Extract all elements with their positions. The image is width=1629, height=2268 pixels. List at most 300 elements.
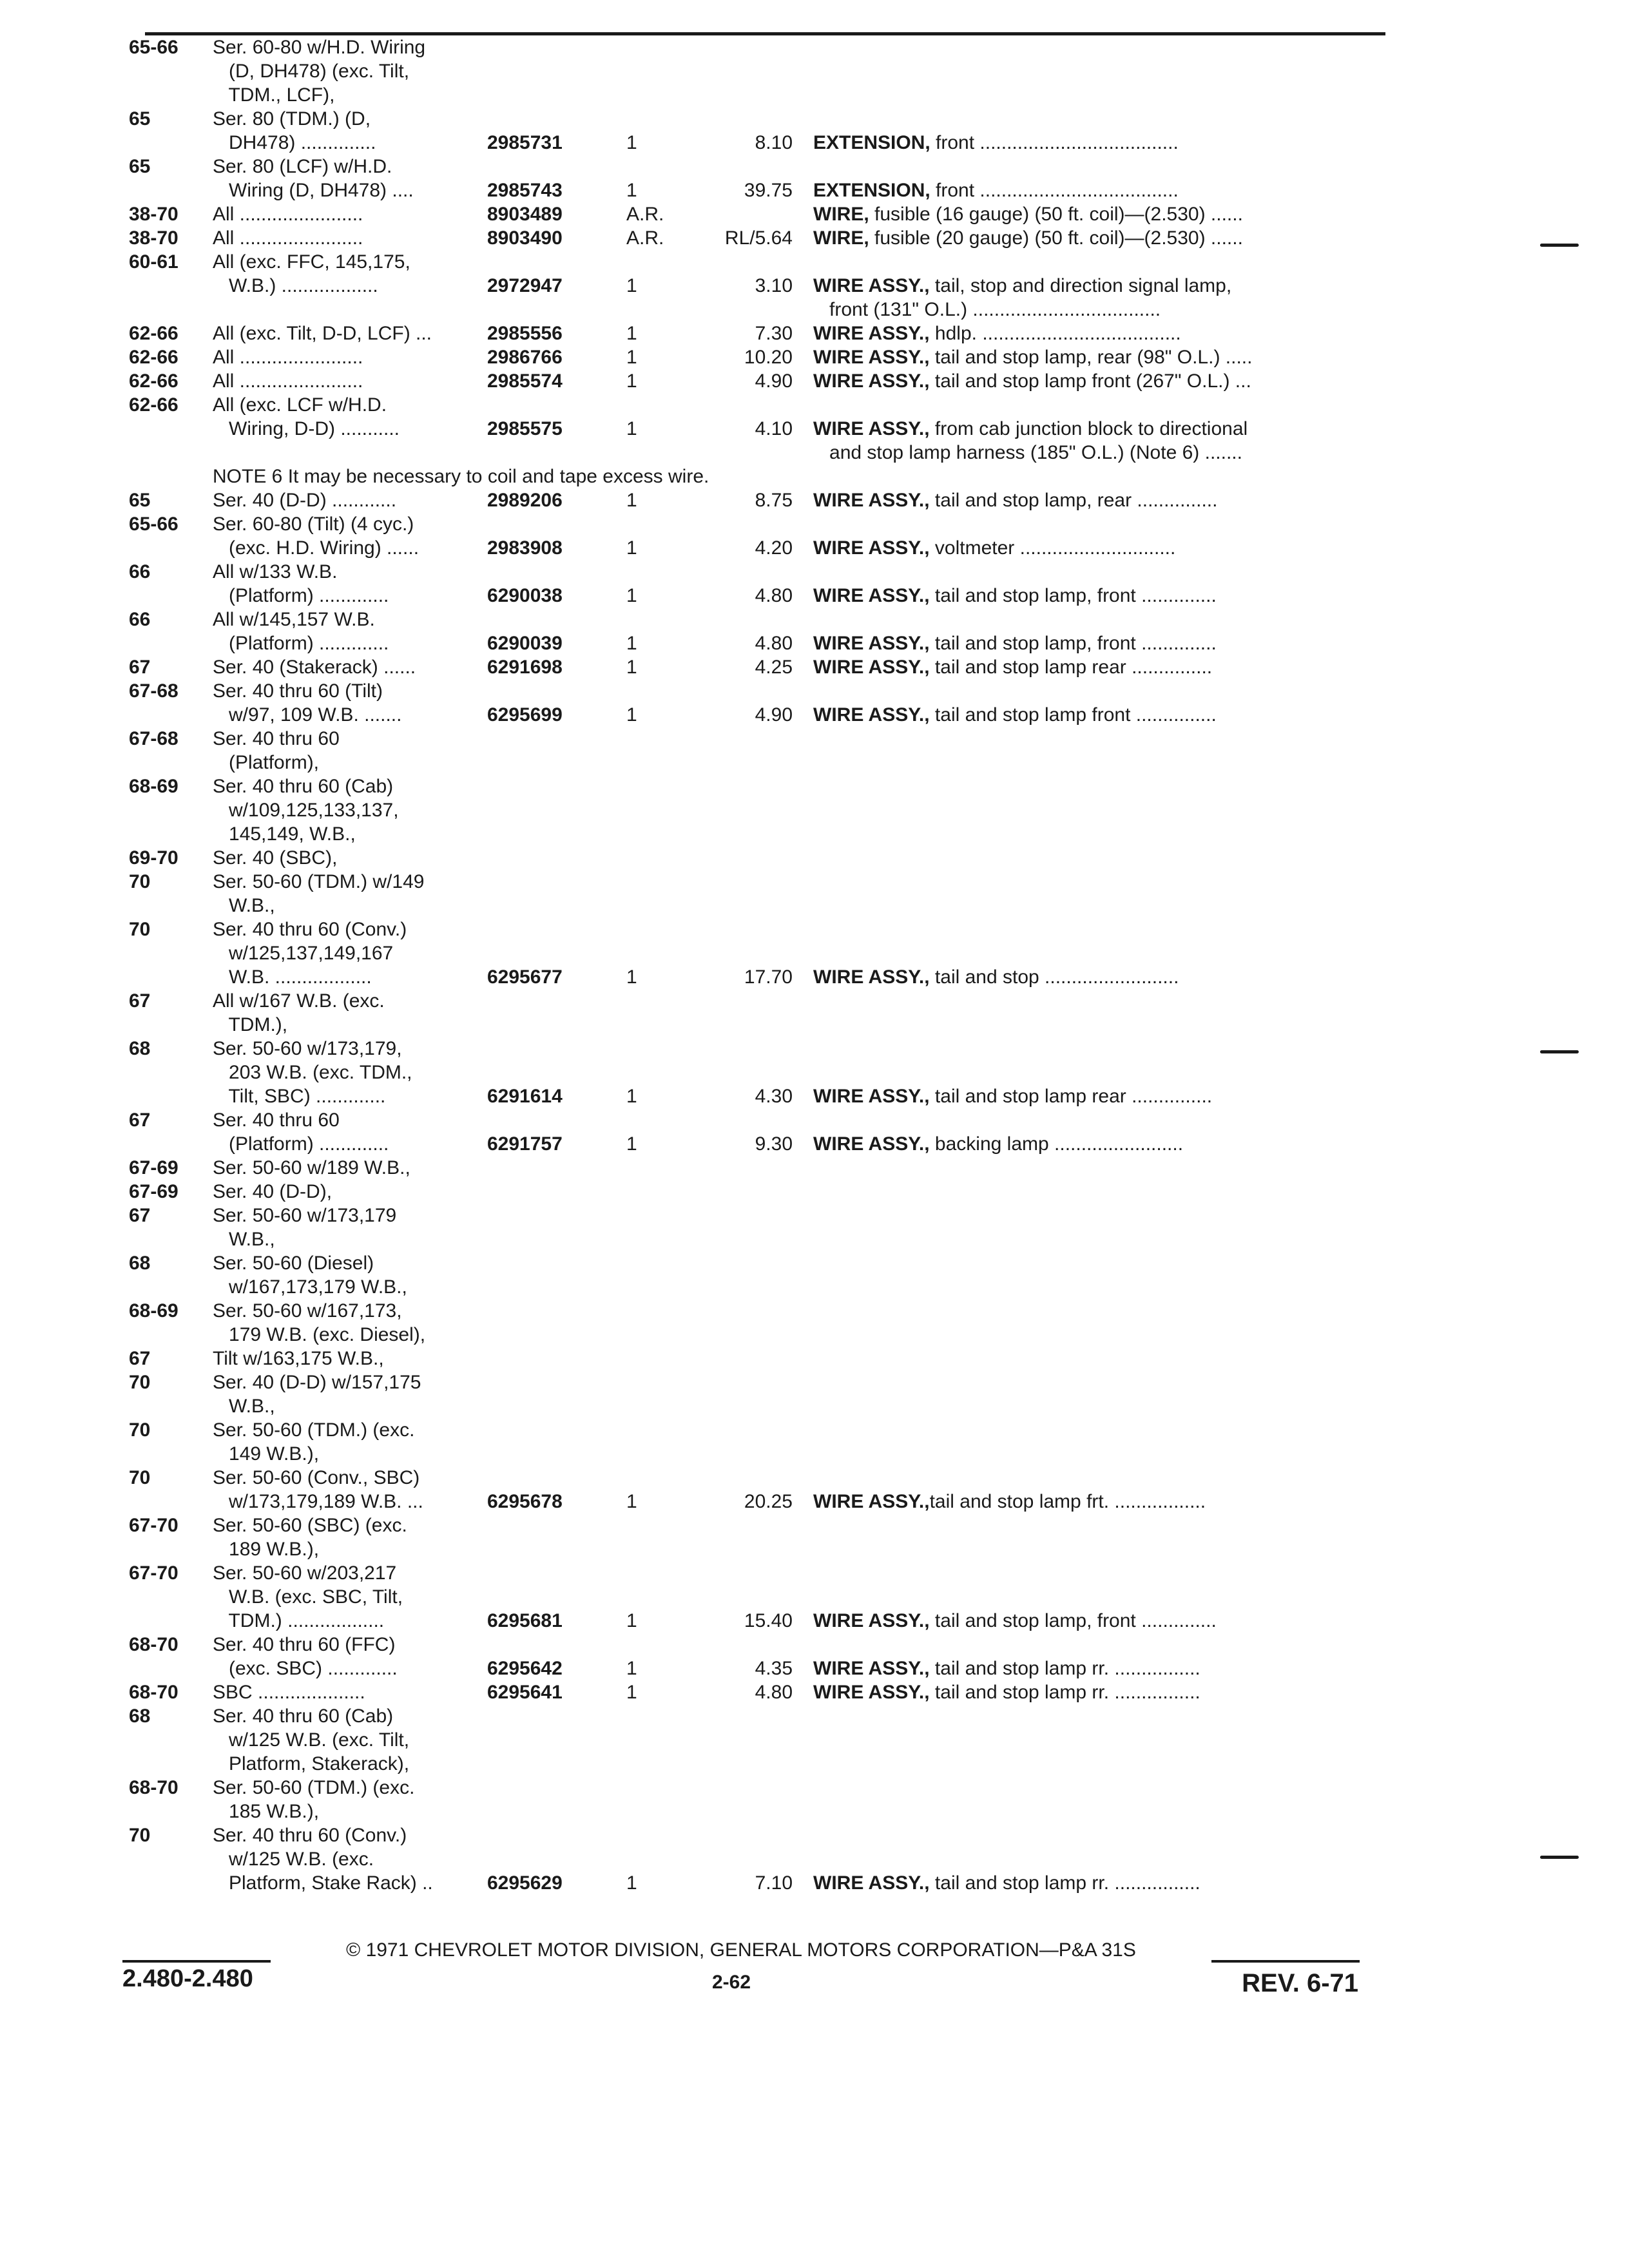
- model-year: 67: [129, 990, 151, 1012]
- table-row: [0, 751, 1629, 774]
- part-name: WIRE ASSY.,: [813, 537, 930, 559]
- price: RL/5.64: [724, 227, 793, 249]
- table-row: [0, 1537, 1629, 1561]
- part-detail: hdlp. .....................................: [929, 323, 1181, 344]
- application: (Platform) .............: [213, 1133, 389, 1155]
- part-name: WIRE ASSY.,: [813, 490, 930, 511]
- part-name: WIRE ASSY.,: [813, 1086, 930, 1107]
- model-year: 62-66: [129, 394, 178, 416]
- model-year: 62-66: [129, 323, 178, 344]
- application: w/125 W.B. (exc.: [213, 1849, 374, 1870]
- model-year: 67: [129, 657, 151, 678]
- model-year: 70: [129, 1419, 151, 1441]
- model-year: 68-70: [129, 1682, 178, 1703]
- table-row: [0, 488, 1629, 512]
- model-year: 67: [129, 1110, 151, 1131]
- model-year: 70: [129, 1372, 151, 1393]
- table-row: [0, 83, 1629, 107]
- quantity: 1: [626, 418, 637, 439]
- price: 4.20: [755, 537, 793, 559]
- part-description: [813, 345, 1252, 369]
- price: 17.70: [744, 966, 793, 988]
- model-year: 67: [129, 1348, 151, 1369]
- application: Ser. 40 thru 60 (Cab): [213, 776, 394, 797]
- table-row: [0, 918, 1629, 941]
- part-detail: front .....................................: [930, 180, 1179, 201]
- table-row: [0, 536, 1629, 560]
- table-row: [0, 1251, 1629, 1275]
- part-detail: tail and stop lamp frt. .................: [929, 1491, 1206, 1512]
- table-row: [0, 1084, 1629, 1108]
- table-row: [0, 631, 1629, 655]
- application: Platform, Stakerack),: [213, 1753, 410, 1774]
- table-row: [0, 178, 1629, 202]
- model-year: 70: [129, 871, 151, 892]
- application: All .......................: [213, 227, 363, 249]
- part-number: 6295699: [487, 704, 563, 726]
- application: SBC ....................: [213, 1682, 365, 1703]
- application: Ser. 40 thru 60 (Conv.): [213, 919, 407, 940]
- part-detail: tail and stop lamp front ...............: [929, 704, 1217, 726]
- table-row: [0, 441, 1629, 465]
- part-number: 2989206: [487, 490, 563, 511]
- part-detail: fusible (20 gauge) (50 ft. coil)—(2.530) ......: [869, 227, 1243, 249]
- model-year: 66: [129, 561, 151, 582]
- model-year: 68-69: [129, 1300, 178, 1321]
- price: 4.80: [755, 1682, 793, 1703]
- table-row: [0, 1609, 1629, 1633]
- part-description: [813, 965, 1179, 989]
- part-description: [813, 536, 1175, 560]
- quantity: 1: [626, 704, 637, 726]
- application: All .......................: [213, 370, 363, 392]
- table-row: [0, 989, 1629, 1013]
- table-row: [0, 298, 1629, 322]
- table-row: [0, 322, 1629, 345]
- part-detail: tail, stop and direction signal lamp,: [929, 275, 1232, 296]
- application: W.B.,: [213, 895, 275, 916]
- table-row: [0, 1013, 1629, 1037]
- table-row: [0, 608, 1629, 631]
- part-name: EXTENSION,: [813, 132, 930, 153]
- part-name: WIRE ASSY.,: [813, 1658, 930, 1679]
- table-row: [0, 226, 1629, 250]
- table-row: [0, 1227, 1629, 1251]
- table-row: [0, 679, 1629, 703]
- application: W.B. ..................: [213, 966, 372, 988]
- part-name: WIRE ASSY.,: [813, 633, 930, 654]
- table-row: [0, 822, 1629, 846]
- part-detail: tail and stop lamp rr. ................: [929, 1658, 1200, 1679]
- part-name: WIRE ASSY.,: [813, 347, 930, 368]
- table-row: [0, 1275, 1629, 1299]
- application: Ser. 40 (D-D) ............: [213, 490, 397, 511]
- part-description: [813, 1132, 1183, 1156]
- table-row: [0, 798, 1629, 822]
- table-row: [0, 1847, 1629, 1871]
- part-number: 2985556: [487, 323, 563, 344]
- part-name: WIRE ASSY.,: [813, 1872, 930, 1894]
- table-row: [0, 1704, 1629, 1728]
- application: All .......................: [213, 347, 363, 368]
- part-number: 6295677: [487, 966, 563, 988]
- quantity: 1: [626, 585, 637, 606]
- quantity: 1: [626, 370, 637, 392]
- table-row: [0, 1823, 1629, 1847]
- model-year: 67-68: [129, 680, 178, 702]
- part-detail: tail and stop lamp, front ..............: [929, 633, 1217, 654]
- part-name: WIRE ASSY.,: [813, 1682, 930, 1703]
- part-detail: tail and stop lamp, front ..............: [929, 1610, 1217, 1631]
- application: Ser. 50-60 w/189 W.B.,: [213, 1157, 410, 1178]
- part-name: WIRE ASSY.,: [813, 657, 930, 678]
- footer-rule-right: [1211, 1960, 1360, 1963]
- part-name: WIRE,: [813, 227, 869, 249]
- model-year: 65-66: [129, 37, 178, 58]
- table-row: [0, 274, 1629, 298]
- quantity: 1: [626, 537, 637, 559]
- application: Ser. 50-60 (TDM.) w/149: [213, 871, 425, 892]
- table-row: [0, 345, 1629, 369]
- price: 4.35: [755, 1658, 793, 1679]
- part-number: 6295629: [487, 1872, 563, 1894]
- part-number: 2983908: [487, 537, 563, 559]
- model-year: 68: [129, 1253, 151, 1274]
- part-description: [813, 322, 1181, 345]
- table-row: [0, 1037, 1629, 1061]
- table-row: [0, 1108, 1629, 1132]
- footer-revision: REV. 6-71: [1242, 1969, 1358, 1997]
- part-number: 2985743: [487, 180, 563, 201]
- table-row: [0, 131, 1629, 155]
- model-year: 70: [129, 1467, 151, 1488]
- margin-tick-mark: [1540, 244, 1579, 247]
- application: Wiring, D-D) ...........: [213, 418, 400, 439]
- application: DH478) ..............: [213, 132, 376, 153]
- part-name: WIRE ASSY.,: [813, 966, 930, 988]
- note-text: NOTE 6 It may be necessary to coil and tape excess wire.: [213, 466, 709, 487]
- model-year: 65: [129, 156, 151, 177]
- application: Ser. 60-80 w/H.D. Wiring: [213, 37, 426, 58]
- application: Ser. 40 thru 60: [213, 728, 340, 749]
- table-row: [0, 1442, 1629, 1466]
- part-description: [813, 1609, 1217, 1633]
- table-row: [0, 1156, 1629, 1180]
- application: Ser. 40 thru 60 (Tilt): [213, 680, 383, 702]
- application: (exc. H.D. Wiring) ......: [213, 537, 419, 559]
- table-row: [0, 1323, 1629, 1347]
- quantity: 1: [626, 633, 637, 654]
- part-description: [813, 1680, 1200, 1704]
- table-row: [0, 1394, 1629, 1418]
- application: 149 W.B.),: [213, 1443, 320, 1465]
- application: (D, DH478) (exc. Tilt,: [213, 61, 410, 82]
- part-description: [813, 178, 1179, 202]
- application: Platform, Stake Rack) ..: [213, 1872, 433, 1894]
- part-description: [813, 202, 1243, 226]
- application: All (exc. LCF w/H.D.: [213, 394, 387, 416]
- price: 15.40: [744, 1610, 793, 1631]
- application: TDM.),: [213, 1014, 288, 1035]
- footer-rule-left: [122, 1960, 271, 1963]
- margin-tick-mark: [1540, 1856, 1579, 1859]
- part-number: 6295681: [487, 1610, 563, 1631]
- part-number: 2985575: [487, 418, 563, 439]
- part-description: [813, 488, 1217, 512]
- price: 4.90: [755, 370, 793, 392]
- application: w/97, 109 W.B. .......: [213, 704, 402, 726]
- application: Ser. 80 (LCF) w/H.D.: [213, 156, 392, 177]
- application: Tilt, SBC) .............: [213, 1086, 386, 1107]
- part-description: [813, 631, 1217, 655]
- table-row: [0, 1347, 1629, 1370]
- part-number: 2985574: [487, 370, 563, 392]
- price: 4.80: [755, 633, 793, 654]
- table-row: [0, 155, 1629, 178]
- part-number: 6291614: [487, 1086, 563, 1107]
- model-year: 38-70: [129, 227, 178, 249]
- part-name: WIRE ASSY.,: [813, 1610, 930, 1631]
- part-detail: tail and stop lamp front (267" O.L.) ...: [929, 370, 1251, 392]
- price: 8.75: [755, 490, 793, 511]
- application: TDM.) ..................: [213, 1610, 385, 1631]
- quantity: 1: [626, 132, 637, 153]
- part-number: 6295641: [487, 1682, 563, 1703]
- table-row: [0, 1132, 1629, 1156]
- application: Ser. 40 thru 60: [213, 1110, 340, 1131]
- quantity: 1: [626, 347, 637, 368]
- model-year: 68: [129, 1706, 151, 1727]
- quantity: 1: [626, 490, 637, 511]
- application: All w/167 W.B. (exc.: [213, 990, 385, 1012]
- table-row: [0, 870, 1629, 894]
- application: Ser. 50-60 w/173,179: [213, 1205, 397, 1226]
- model-year: 68: [129, 1038, 151, 1059]
- table-row: [0, 1061, 1629, 1084]
- application: W.B. (exc. SBC, Tilt,: [213, 1586, 403, 1608]
- part-name: EXTENSION,: [813, 180, 930, 201]
- part-detail: tail and stop lamp, rear (98" O.L.) .....: [929, 347, 1253, 368]
- application: Ser. 40 (D-D) w/157,175: [213, 1372, 421, 1393]
- application: All .......................: [213, 204, 363, 225]
- table-row: [0, 369, 1629, 393]
- table-row: [0, 774, 1629, 798]
- table-row: [0, 1299, 1629, 1323]
- table-row: [0, 1776, 1629, 1800]
- part-detail: tail and stop lamp, front ..............: [929, 585, 1217, 606]
- application: Ser. 40 (Stakerack) ......: [213, 657, 416, 678]
- quantity: 1: [626, 1610, 637, 1631]
- quantity: A.R.: [626, 204, 664, 225]
- quantity: 1: [626, 1491, 637, 1512]
- part-description: [813, 441, 1242, 465]
- price: 4.30: [755, 1086, 793, 1107]
- part-description: [813, 655, 1212, 679]
- table-row: [0, 703, 1629, 727]
- part-description: [813, 131, 1179, 155]
- table-row: [0, 941, 1629, 965]
- part-detail: tail and stop lamp rr. ................: [929, 1682, 1200, 1703]
- model-year: 68-70: [129, 1777, 178, 1798]
- footer-copyright: © 1971 CHEVROLET MOTOR DIVISION, GENERAL MOTORS CORPORATION—P&A 31S: [346, 1939, 1136, 1961]
- part-description: [813, 369, 1251, 393]
- part-detail: tail and stop lamp rr. ................: [929, 1872, 1200, 1894]
- model-year: 65-66: [129, 514, 178, 535]
- part-detail: tail and stop .........................: [929, 966, 1179, 988]
- model-year: 65: [129, 108, 151, 130]
- table-row: [0, 107, 1629, 131]
- price: 4.10: [755, 418, 793, 439]
- part-number: 2986766: [487, 347, 563, 368]
- price: 8.10: [755, 132, 793, 153]
- application: Ser. 50-60 w/173,179,: [213, 1038, 402, 1059]
- table-row: [0, 512, 1629, 536]
- part-number: 6290038: [487, 585, 563, 606]
- table-row: [0, 1204, 1629, 1227]
- part-description: [813, 703, 1217, 727]
- part-number: 8903490: [487, 227, 563, 249]
- part-description: [813, 1657, 1200, 1680]
- model-year: 68-69: [129, 776, 178, 797]
- table-row: [0, 1800, 1629, 1823]
- part-number: 8903489: [487, 204, 563, 225]
- margin-tick-mark: [1540, 1050, 1579, 1053]
- application: All (exc. Tilt, D-D, LCF) ...: [213, 323, 432, 344]
- application: (Platform),: [213, 752, 320, 773]
- quantity: 1: [626, 1682, 637, 1703]
- price: 10.20: [744, 347, 793, 368]
- application: Ser. 40 (SBC),: [213, 847, 338, 869]
- part-detail: tail and stop lamp rear ...............: [929, 1086, 1213, 1107]
- part-detail: from cab junction block to directional: [929, 418, 1248, 439]
- table-row: [0, 584, 1629, 608]
- part-name: WIRE ASSY.,: [813, 323, 930, 344]
- table-row: [0, 1180, 1629, 1204]
- application: Ser. 40 thru 60 (Cab): [213, 1706, 394, 1727]
- table-row: [0, 1490, 1629, 1514]
- application: 203 W.B. (exc. TDM.,: [213, 1062, 412, 1083]
- application: Ser. 80 (TDM.) (D,: [213, 108, 371, 130]
- application: W.B.,: [213, 1396, 275, 1417]
- quantity: 1: [626, 1658, 637, 1679]
- table-row: [0, 1370, 1629, 1394]
- price: 4.90: [755, 704, 793, 726]
- application: Tilt w/163,175 W.B.,: [213, 1348, 384, 1369]
- application: w/167,173,179 W.B.,: [213, 1276, 407, 1298]
- price: 9.30: [755, 1133, 793, 1155]
- table-row: [0, 727, 1629, 751]
- parts-list: [0, 35, 1629, 1895]
- model-year: 38-70: [129, 204, 178, 225]
- part-name: WIRE ASSY.,: [813, 418, 930, 439]
- part-name: WIRE ASSY.,: [813, 370, 930, 392]
- price: 7.10: [755, 1872, 793, 1894]
- model-year: 67-68: [129, 728, 178, 749]
- application: Ser. 60-80 (Tilt) (4 cyc.): [213, 514, 414, 535]
- application: 189 W.B.),: [213, 1539, 320, 1560]
- table-row: [0, 1728, 1629, 1752]
- application: w/125 W.B. (exc. Tilt,: [213, 1729, 410, 1751]
- application: Ser. 50-60 (Conv., SBC): [213, 1467, 420, 1488]
- part-name: WIRE,: [813, 204, 869, 225]
- model-year: 60-61: [129, 251, 178, 273]
- application: Ser. 40 thru 60 (FFC): [213, 1634, 396, 1655]
- table-row: [0, 393, 1629, 417]
- part-description: [813, 226, 1243, 250]
- table-row: [0, 35, 1629, 59]
- quantity: 1: [626, 1133, 637, 1155]
- application: Ser. 40 thru 60 (Conv.): [213, 1825, 407, 1846]
- table-row: [0, 655, 1629, 679]
- part-description: [813, 1871, 1200, 1895]
- table-row: [0, 1680, 1629, 1704]
- quantity: 1: [626, 1872, 637, 1894]
- model-year: 62-66: [129, 370, 178, 392]
- application: (Platform) .............: [213, 633, 389, 654]
- table-row: [0, 965, 1629, 989]
- table-row: [0, 1514, 1629, 1537]
- price: 4.80: [755, 585, 793, 606]
- footer-page-number: 2-62: [712, 1972, 751, 1993]
- part-detail: and stop lamp harness (185" O.L.) (Note 6) .......: [813, 442, 1242, 463]
- quantity: 1: [626, 966, 637, 988]
- part-number: 6291698: [487, 657, 563, 678]
- model-year: 67: [129, 1205, 151, 1226]
- part-number: 6290039: [487, 633, 563, 654]
- table-row: [0, 465, 1629, 488]
- table-row: [0, 1418, 1629, 1442]
- quantity: 1: [626, 275, 637, 296]
- table-row: [0, 59, 1629, 83]
- table-row: [0, 846, 1629, 870]
- model-year: 66: [129, 609, 151, 630]
- model-year: 69-70: [129, 847, 178, 869]
- part-detail: front .....................................: [930, 132, 1179, 153]
- quantity: A.R.: [626, 227, 664, 249]
- part-detail: voltmeter .............................: [929, 537, 1176, 559]
- table-row: [0, 250, 1629, 274]
- price: 20.25: [744, 1491, 793, 1512]
- application: Ser. 50-60 (Diesel): [213, 1253, 374, 1274]
- part-name: WIRE ASSY.,: [813, 585, 930, 606]
- quantity: 1: [626, 1086, 637, 1107]
- part-description: [813, 298, 1161, 322]
- application: Ser. 50-60 w/203,217: [213, 1562, 397, 1584]
- part-detail: backing lamp ........................: [929, 1133, 1184, 1155]
- model-year: 67-70: [129, 1562, 178, 1584]
- part-number: 2985731: [487, 132, 563, 153]
- part-description: [813, 1084, 1212, 1108]
- application: (Platform) .............: [213, 585, 389, 606]
- footer-group-number: 2.480-2.480: [122, 1965, 253, 1992]
- application: Ser. 50-60 (TDM.) (exc.: [213, 1419, 415, 1441]
- model-year: 70: [129, 1825, 151, 1846]
- application: 185 W.B.),: [213, 1801, 320, 1822]
- model-year: 68-70: [129, 1634, 178, 1655]
- part-name: WIRE ASSY.,: [813, 275, 930, 296]
- quantity: 1: [626, 323, 637, 344]
- part-detail: tail and stop lamp rear ...............: [929, 657, 1213, 678]
- table-row: [0, 1752, 1629, 1776]
- quantity: 1: [626, 180, 637, 201]
- table-row: [0, 1633, 1629, 1657]
- application: Ser. 50-60 (SBC) (exc.: [213, 1515, 407, 1536]
- table-row: [0, 1466, 1629, 1490]
- application: All (exc. FFC, 145,175,: [213, 251, 410, 273]
- part-description: [813, 1490, 1206, 1514]
- application: w/173,179,189 W.B. ...: [213, 1491, 423, 1512]
- table-row: [0, 894, 1629, 918]
